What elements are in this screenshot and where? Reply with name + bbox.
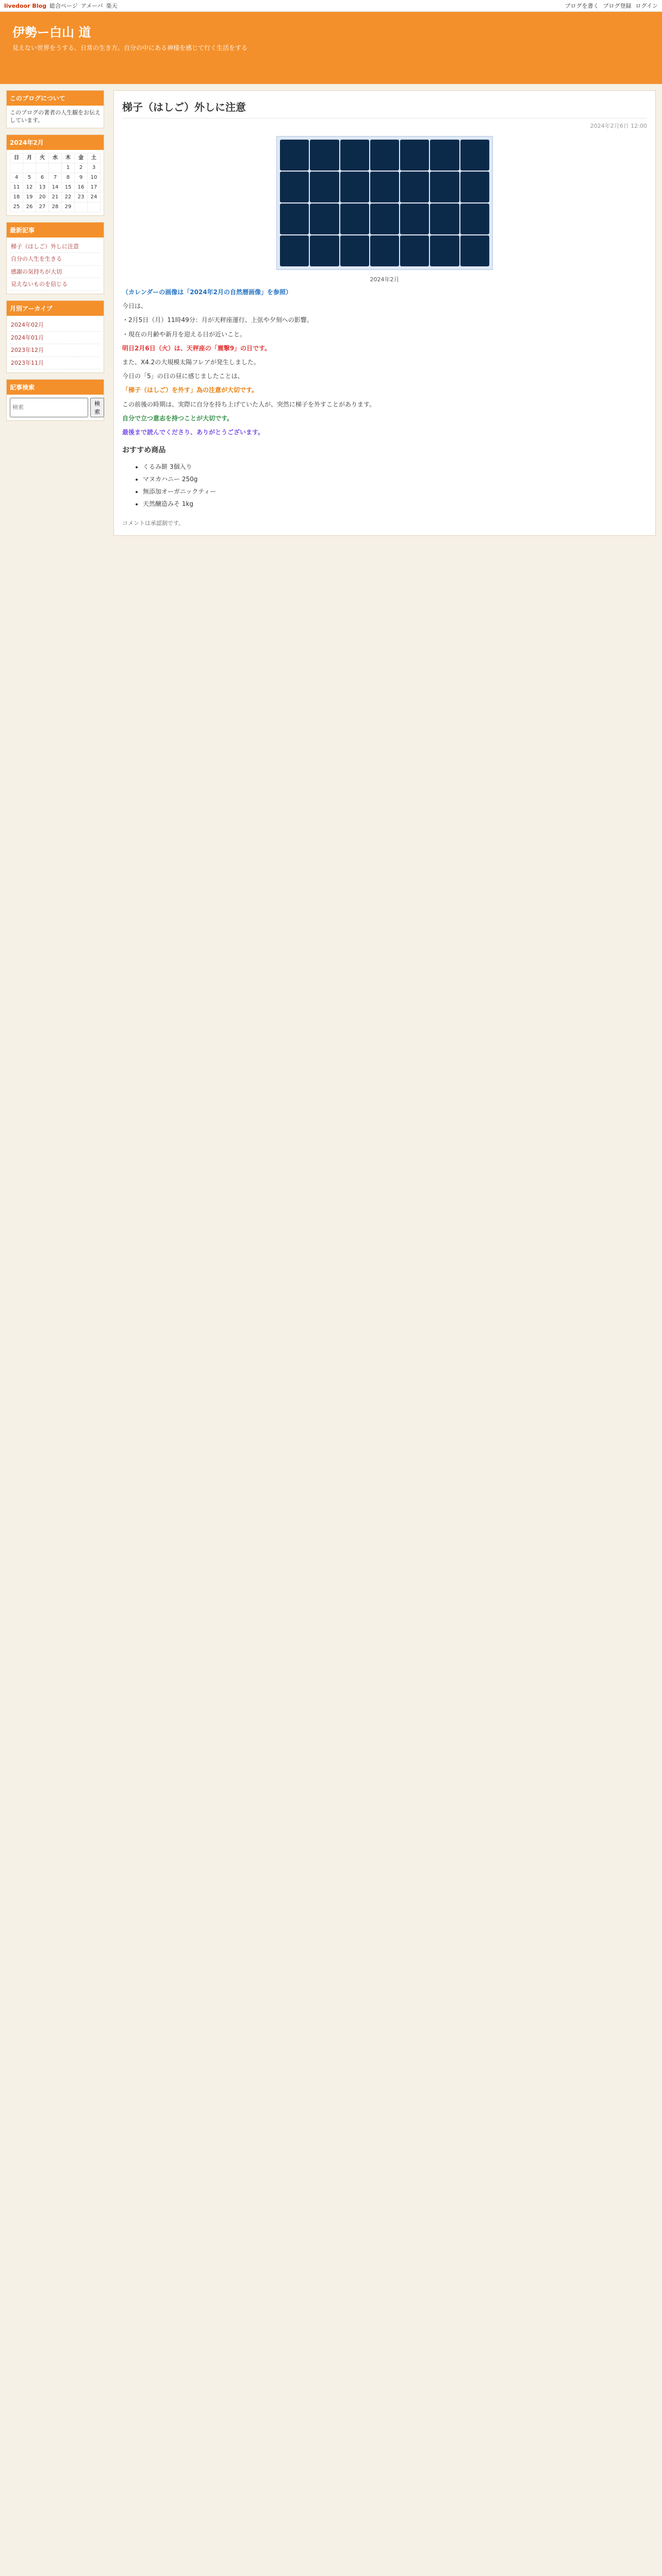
write-blog-link[interactable]: ブログを書く [565, 3, 599, 9]
calendar-day[interactable]: 12 [23, 182, 36, 192]
post-paragraph: ・現在の月齢や新月を迎える日が近いこと。 [122, 330, 246, 338]
login-link[interactable]: ログイン [635, 3, 658, 9]
calendar-day[interactable]: 27 [36, 202, 49, 212]
calendar-day [75, 202, 88, 212]
topbar-link-3[interactable]: 楽天 [106, 3, 118, 9]
post-paragraph: また、X4.2の大規模太陽フレアが発生しました。 [122, 358, 260, 366]
archive-title: 月別アーカイブ [7, 301, 104, 316]
recent-item[interactable]: 梯子（はしご）外しに注意 [10, 241, 101, 253]
calendar-day [49, 163, 62, 173]
calendar-day[interactable]: 17 [88, 182, 101, 192]
moon-cell [280, 235, 309, 266]
product-item[interactable]: • マヌカハニー 250g [143, 474, 647, 484]
moon-cell [400, 140, 429, 171]
cal-head-sat: 土 [88, 153, 101, 163]
post-meta: 2024年2月6日 12:00 [590, 123, 647, 129]
calendar-day[interactable]: 8 [62, 173, 75, 182]
calendar-day[interactable]: 4 [10, 173, 23, 182]
moon-cell [370, 235, 399, 266]
product-item[interactable]: • 天然醸造みそ 1kg [143, 499, 647, 509]
moon-cell [370, 204, 399, 234]
sidebar [6, 90, 104, 536]
calendar-day[interactable]: 1 [62, 163, 75, 173]
calendar-day[interactable]: 26 [23, 202, 36, 212]
post-paragraph: 最後まで読んでくださり、ありがとうございます。 [122, 428, 264, 436]
recent-list [10, 241, 101, 291]
calendar-day[interactable]: 20 [36, 192, 49, 202]
moon-cell [430, 140, 459, 171]
calendar-day [88, 202, 101, 212]
calendar-day[interactable]: 13 [36, 182, 49, 192]
calendar-day[interactable]: 29 [62, 202, 75, 212]
calendar-day[interactable]: 28 [49, 202, 62, 212]
post-paragraph: （カレンダーの画像は「2024年2月の自然暦画像」を参照） [122, 289, 292, 296]
calendar-day[interactable]: 25 [10, 202, 23, 212]
calendar-table [10, 153, 101, 212]
sidebar-about-title: このブログについて [7, 91, 104, 106]
moon-cell [430, 204, 459, 234]
moon-cell [280, 172, 309, 202]
sidebar-archive [6, 300, 104, 373]
moon-cell [400, 172, 429, 202]
moon-cell [340, 204, 369, 234]
sidebar-about [6, 90, 104, 128]
search-button[interactable]: 検索 [90, 398, 104, 417]
site-header [0, 12, 662, 84]
sidebar-about-text: このブログの著者の人生観をお伝えしています。 [10, 109, 101, 124]
calendar-day[interactable]: 11 [10, 182, 23, 192]
post-paragraph: ・2月5日（月）11時49分：月が天秤座運行、上弦や夕刻への影響。 [122, 316, 313, 324]
moon-cell [430, 235, 459, 266]
moon-cell [280, 204, 309, 234]
calendar-day[interactable]: 16 [75, 182, 88, 192]
cal-head-fri: 金 [75, 153, 88, 163]
calendar-day[interactable]: 9 [75, 173, 88, 182]
calendar-day[interactable]: 7 [49, 173, 62, 182]
recent-title: 最新記事 [7, 223, 104, 238]
post-paragraph: 自分で立つ意志を持つことが大切です。 [122, 414, 234, 422]
site-title[interactable]: 伊勢ー白山 道 [12, 25, 91, 40]
moon-cell [370, 172, 399, 202]
calendar-caption: 2024年2月 [370, 276, 400, 283]
calendar-day[interactable]: 22 [62, 192, 75, 202]
post-title: 梯子（はしご）外しに注意 [122, 99, 647, 118]
calendar-day[interactable]: 23 [75, 192, 88, 202]
product-item[interactable]: • 無添加オーガニックティー [143, 487, 647, 496]
cal-head-thu: 木 [62, 153, 75, 163]
moon-cell [430, 172, 459, 202]
moon-cell [310, 235, 339, 266]
moon-cell [340, 172, 369, 202]
cal-head-mon: 月 [23, 153, 36, 163]
post-paragraph: 今日は、 [122, 302, 147, 310]
register-link[interactable]: ブログ登録 [603, 3, 632, 9]
recent-item[interactable]: 感謝の気持ちが大切 [10, 266, 101, 278]
search-input[interactable] [10, 398, 88, 417]
recent-item[interactable]: 自分の人生を生きる [10, 253, 101, 265]
recent-item[interactable]: 見えないものを信じる [10, 278, 101, 291]
site-description: 見えない世界をうする、日常の生き方。自分の中にある神様を感じて行く生活をする [12, 44, 248, 52]
calendar-day[interactable]: 19 [23, 192, 36, 202]
moon-cell [340, 140, 369, 171]
calendar-day [23, 163, 36, 173]
moon-cell [400, 235, 429, 266]
cal-head-wed: 水 [49, 153, 62, 163]
moon-cell [280, 140, 309, 171]
calendar-title: 2024年2月 [7, 135, 104, 150]
moon-cell [310, 140, 339, 171]
calendar-day[interactable]: 2 [75, 163, 88, 173]
product-list [122, 462, 647, 509]
calendar-day[interactable]: 10 [88, 173, 101, 182]
post-paragraph: 明日2月6日（火）は、天秤座の「震撃9」の日です。 [122, 344, 271, 352]
post-content [122, 287, 647, 437]
main-content [113, 90, 656, 536]
post-paragraph: 今日の「5」の日の昼に感じましたことは、 [122, 372, 244, 380]
archive-item[interactable]: 2024年01月 [10, 332, 101, 344]
calendar-day[interactable]: 3 [88, 163, 101, 173]
moon-cell [460, 235, 489, 266]
archive-item[interactable]: 2023年12月 [10, 344, 101, 357]
moon-cell [340, 235, 369, 266]
product-item[interactable]: • くるみ餅 3個入り [143, 462, 647, 471]
calendar-day [36, 163, 49, 173]
brand-logo[interactable]: livedoor Blog [4, 2, 47, 9]
moon-cell [400, 204, 429, 234]
topbar-link-1[interactable]: 総合ページ [49, 3, 78, 9]
calendar-image [276, 136, 493, 270]
post-paragraph: この前後の時期は、実際に自分を持ち上げていた人が、突然に梯子を外すことがあります。 [122, 400, 376, 408]
moon-cell [460, 140, 489, 171]
calendar-day[interactable]: 5 [23, 173, 36, 182]
cal-head-tue: 火 [36, 153, 49, 163]
footer-note: コメントは承認制です。 [122, 520, 185, 527]
moon-cell [310, 172, 339, 202]
archive-item[interactable]: 2023年11月 [10, 357, 101, 369]
topbar [0, 0, 662, 12]
search-title: 記事検索 [7, 380, 104, 395]
moon-cell [370, 140, 399, 171]
topbar-link-2[interactable]: アメーバ [80, 3, 103, 9]
cal-head-sun: 日 [10, 153, 23, 163]
sidebar-recent [6, 222, 104, 295]
post-paragraph: 「梯子（はしご）を外す」為の注意が大切です。 [122, 386, 258, 394]
archive-list [10, 319, 101, 369]
calendar-day[interactable]: 14 [49, 182, 62, 192]
moon-cell [460, 172, 489, 202]
calendar-day[interactable]: 18 [10, 192, 23, 202]
calendar-day [10, 163, 23, 173]
sidebar-search [6, 379, 104, 421]
page-layout [0, 84, 662, 542]
sidebar-calendar [6, 134, 104, 216]
archive-item[interactable]: 2024年02月 [10, 319, 101, 331]
calendar-day[interactable]: 21 [49, 192, 62, 202]
calendar-day[interactable]: 6 [36, 173, 49, 182]
calendar-day[interactable]: 24 [88, 192, 101, 202]
moon-cell [460, 204, 489, 234]
moon-cell [310, 204, 339, 234]
calendar-day[interactable]: 15 [62, 182, 75, 192]
product-title: おすすめ商品 [122, 446, 166, 455]
